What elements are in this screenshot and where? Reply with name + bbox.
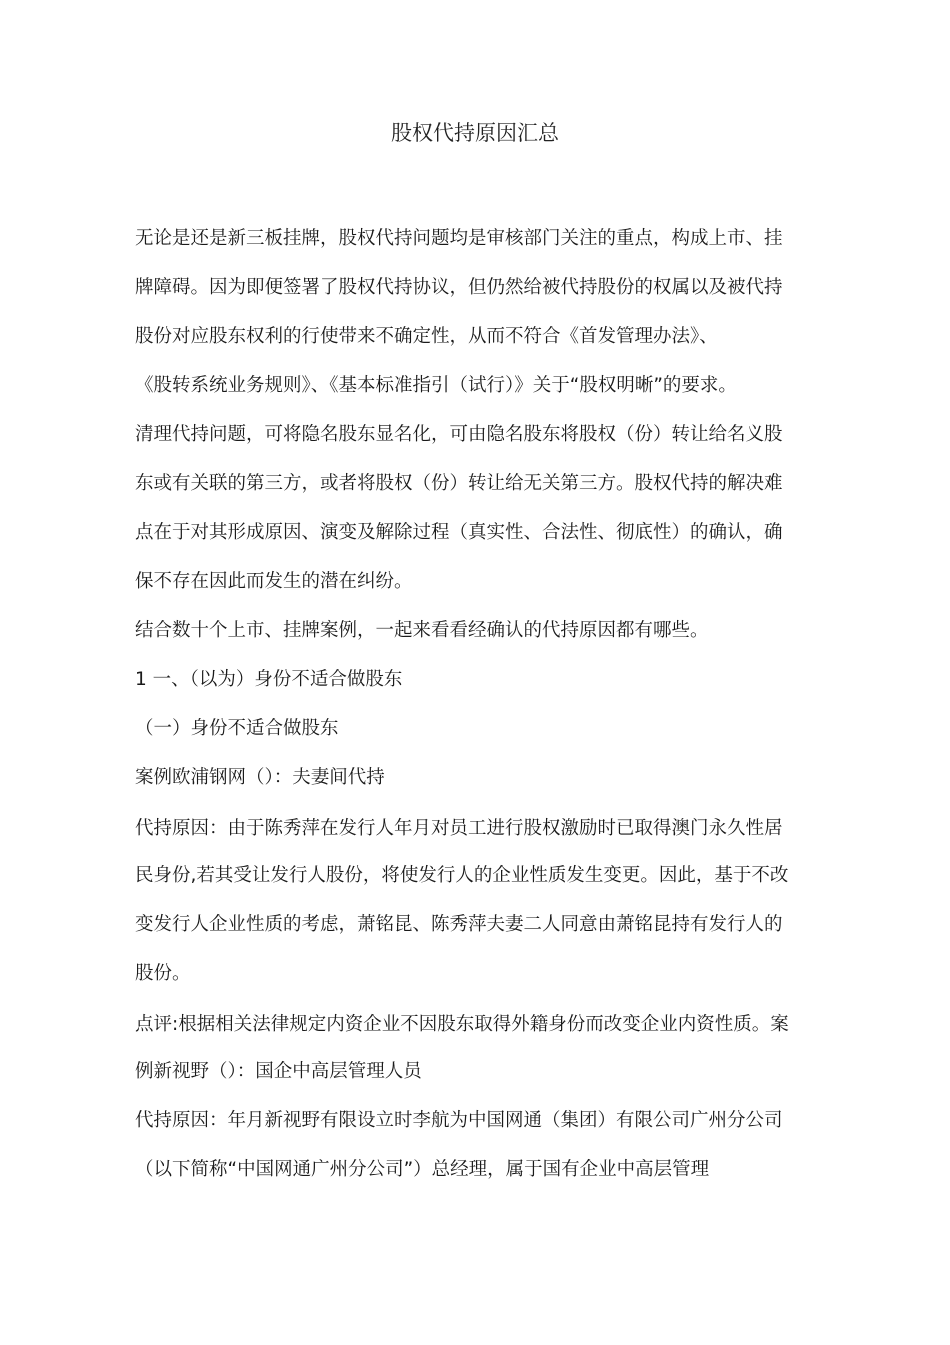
- subsection-heading-1: （一）身份不适合做股东: [135, 718, 339, 739]
- body-line-16: 股份。: [135, 963, 191, 984]
- body-line-18: 例新视野（）：国企中高层管理人员: [135, 1061, 422, 1082]
- body-line-7: 点在于对其形成原因、演变及解除过程（真实性、合法性、彻底性）的确认，确: [135, 522, 783, 543]
- body-line-14: 民身份,若其受让发行人股份，将使发行人的企业性质发生变更。因此，基于不改: [135, 865, 789, 886]
- body-line-19: 代持原因：年月新视野有限设立时李航为中国网通（集团）有限公司广州分公司: [135, 1110, 783, 1131]
- body-line-13: 代持原因：由于陈秀萍在发行人年月对员工进行股权激励时已取得澳门永久性居: [135, 818, 783, 839]
- body-line-2: 牌障碍。因为即便签署了股权代持协议，但仍然给被代持股份的权属以及被代持: [135, 277, 783, 298]
- body-line-4: 《股转系统业务规则》、《基本标准指引（试行）》关于“股权明晰”的要求。: [135, 375, 737, 396]
- section-heading-1: 1 一、（以为）身份不适合做股东: [135, 669, 403, 690]
- document-title: 股权代持原因汇总: [391, 121, 559, 145]
- case-heading-1: 案例欧浦钢网（）：夫妻间代持: [135, 767, 385, 788]
- body-line-15: 变发行人企业性质的考虑，萧铭昆、陈秀萍夫妻二人同意由萧铭昆持有发行人的: [135, 914, 783, 935]
- body-line-6: 东或有关联的第三方，或者将股权（份）转让给无关第三方。股权代持的解决难: [135, 473, 783, 494]
- body-line-5: 清理代持问题，可将隐名股东显名化，可由隐名股东将股权（份）转让给名义股: [135, 424, 783, 445]
- body-line-20: （以下简称“中国网通广州分公司”）总经理，属于国有企业中高层管理: [135, 1159, 710, 1180]
- body-line-17: 点评:根据相关法律规定内资企业不因股东取得外籍身份而改变企业内资性质。案: [135, 1014, 789, 1035]
- body-line-3: 股份对应股东权利的行使带来不确定性，从而不符合《首发管理办法》、: [135, 326, 718, 347]
- body-line-1: 无论是还是新三板挂牌，股权代持问题均是审核部门关注的重点，构成上市、挂: [135, 228, 783, 249]
- body-line-8: 保不存在因此而发生的潜在纠纷。: [135, 571, 413, 592]
- body-line-9: 结合数十个上市、挂牌案例，一起来看看经确认的代持原因都有哪些。: [135, 620, 709, 641]
